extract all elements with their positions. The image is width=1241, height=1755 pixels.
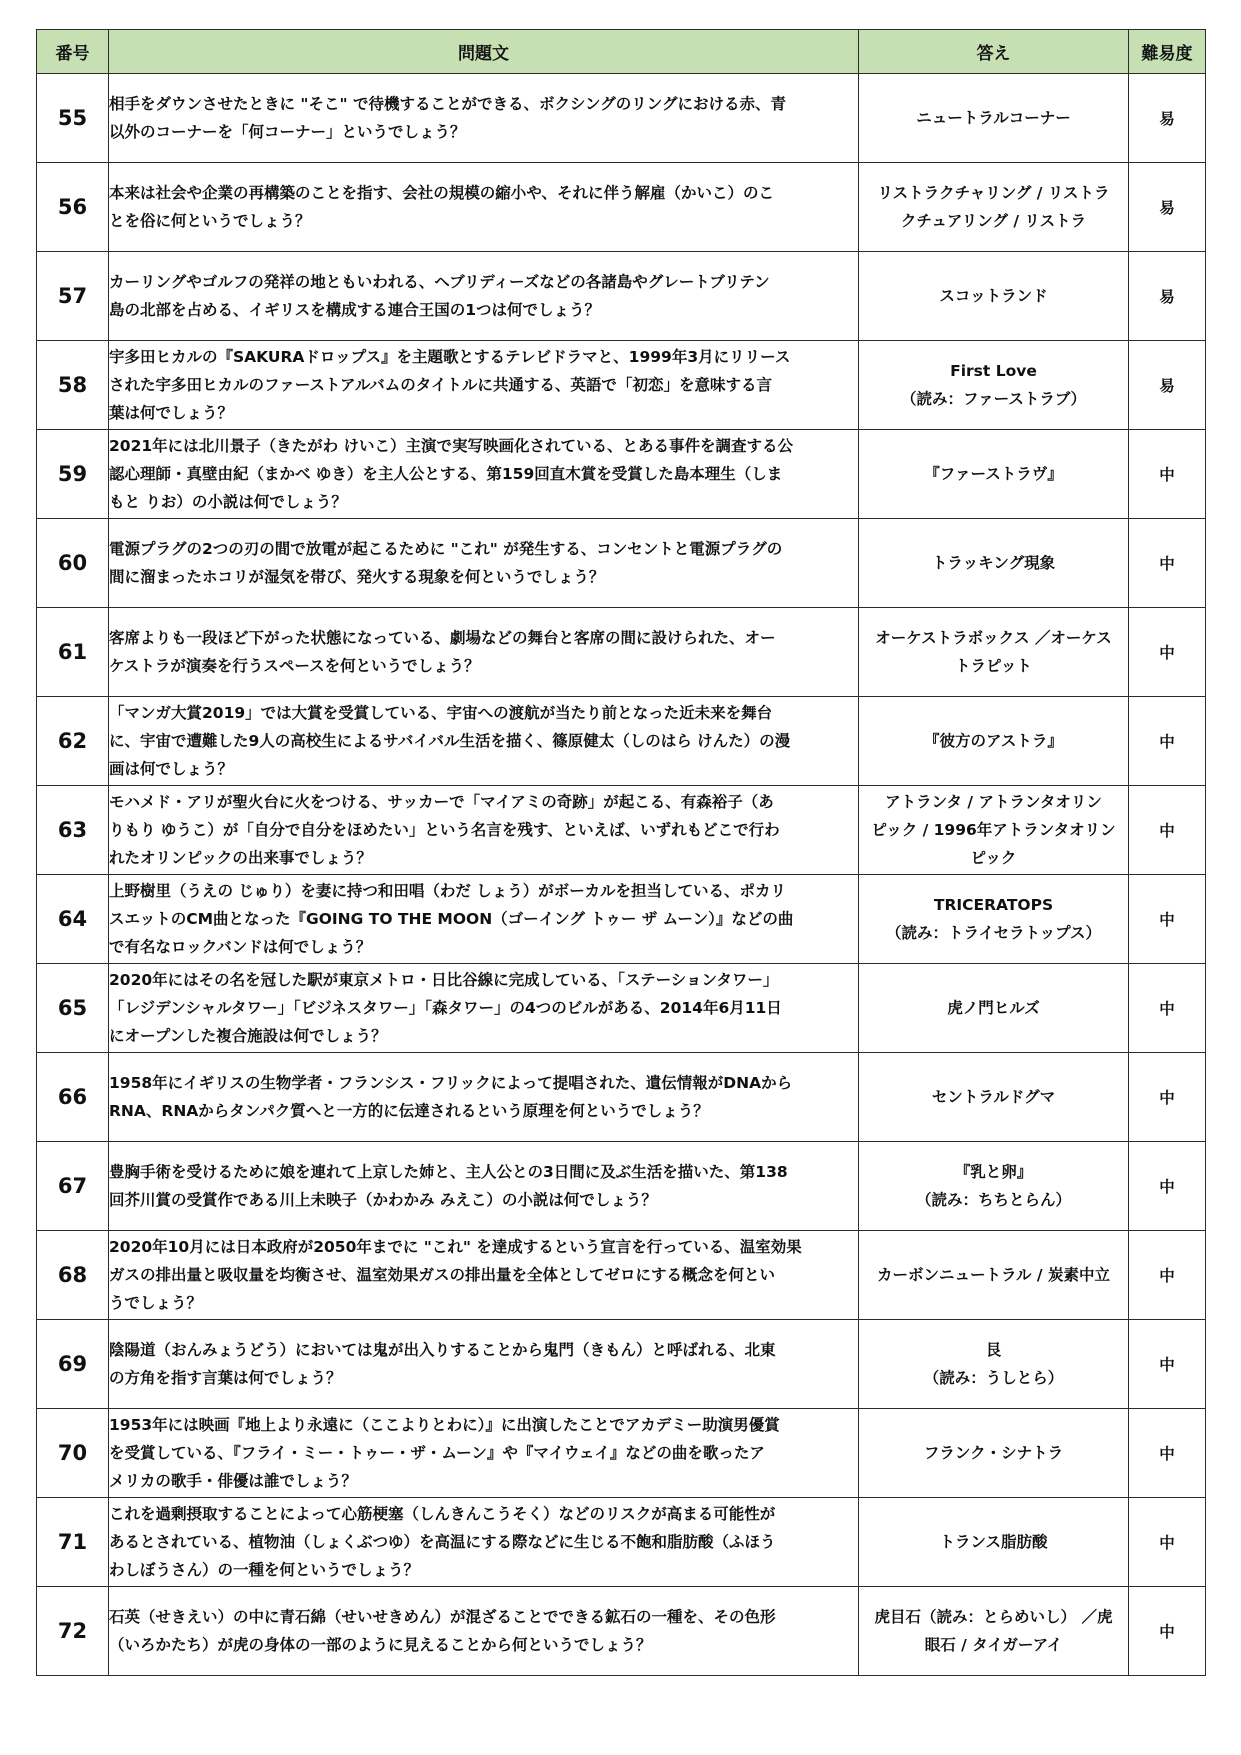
answer-line: ニュートラルコーナー — [916, 109, 1071, 127]
table-row — [37, 430, 1206, 519]
question-text — [109, 74, 859, 163]
quiz-sheet — [36, 29, 1205, 1676]
header-question: 問題文 — [109, 30, 859, 74]
answer-text — [859, 608, 1129, 697]
difficulty-badge: 中 — [1129, 1053, 1206, 1142]
question-number: 67 — [37, 1142, 109, 1231]
answer-text — [859, 697, 1129, 786]
quiz-body — [37, 74, 1206, 1676]
question-line: 画は何でしょう？ — [109, 760, 234, 778]
difficulty-badge: 中 — [1129, 964, 1206, 1053]
difficulty-badge: 中 — [1129, 1587, 1206, 1676]
difficulty-badge: 中 — [1129, 786, 1206, 875]
question-text — [109, 697, 859, 786]
question-line: 客席よりも一段ほど下がった状態になっている、劇場などの舞台と客席の間に設けられた、オー — [109, 629, 776, 647]
difficulty-badge: 中 — [1129, 1409, 1206, 1498]
answer-text — [859, 430, 1129, 519]
answer-text — [859, 1409, 1129, 1498]
difficulty-badge: 中 — [1129, 1498, 1206, 1587]
answer-line: 『ファーストラヴ』 — [924, 465, 1063, 483]
question-line: 宇多田ヒカルの『SAKURAドロップス』を主題歌とするテレビドラマと、1999年3月にリリース — [109, 348, 791, 366]
table-row — [37, 1231, 1206, 1320]
question-number: 64 — [37, 875, 109, 964]
question-line: カーリングやゴルフの発祥の地ともいわれる、ヘブリディーズなどの各諸島やグレートブリテン — [109, 273, 770, 291]
difficulty-badge: 易 — [1129, 163, 1206, 252]
question-text — [109, 1142, 859, 1231]
header-row — [37, 30, 1206, 74]
question-number: 71 — [37, 1498, 109, 1587]
question-line: もと りお）の小説は何でしょう？ — [109, 493, 347, 511]
question-line: 「マンガ大賞2019」では大賞を受賞している、宇宙への渡航が当たり前となった近未来を舞台 — [109, 704, 773, 722]
answer-line: （読み：うしとら） — [923, 1369, 1064, 1387]
difficulty-badge: 中 — [1129, 1320, 1206, 1409]
question-line: 豊胸手術を受けるために娘を連れて上京した姉と、主人公との3日間に及ぶ生活を描いた、第138 — [109, 1163, 788, 1181]
question-text — [109, 252, 859, 341]
question-line: ケストラが演奏を行うスペースを何というでしょう？ — [109, 657, 480, 675]
question-text — [109, 519, 859, 608]
question-text — [109, 875, 859, 964]
question-line: スエットのCM曲となった『GOING TO THE MOON（ゴーイング トゥー ザ ムーン）』などの曲 — [109, 910, 794, 928]
question-line: 2020年10月には日本政府が2050年までに "これ" を達成するという宣言を行っている、温室効果 — [109, 1238, 802, 1256]
table-row — [37, 1053, 1206, 1142]
answer-line: スコットランド — [939, 287, 1048, 305]
question-line: にオープンした複合施設は何でしょう？ — [109, 1027, 387, 1045]
answer-line: 虎目石（読み：とらめいし） ／虎 — [874, 1608, 1113, 1626]
question-text — [109, 1053, 859, 1142]
answer-text — [859, 252, 1129, 341]
answer-text — [859, 786, 1129, 875]
question-line: 「レジデンシャルタワー」「ビジネスタワー」「森タワー」の4つのビルがある、2014年6月11日 — [109, 999, 782, 1017]
table-row — [37, 519, 1206, 608]
question-line: 葉は何でしょう？ — [109, 404, 234, 422]
table-row — [37, 786, 1206, 875]
question-number: 65 — [37, 964, 109, 1053]
difficulty-badge: 易 — [1129, 341, 1206, 430]
question-line: RNA、RNAからタンパク質へと一方的に伝達されるという原理を何というでしょう？ — [109, 1102, 709, 1120]
answer-line: トラピット — [955, 657, 1032, 675]
table-row — [37, 1320, 1206, 1409]
difficulty-badge: 中 — [1129, 1231, 1206, 1320]
question-text — [109, 608, 859, 697]
question-number: 56 — [37, 163, 109, 252]
question-line: 2021年には北川景子（きたがわ けいこ）主演で実写映画化されている、とある事件を調査する公 — [109, 437, 794, 455]
answer-line: 『乳と卵』 — [954, 1163, 1033, 1181]
question-line: （いろかたち）が虎の身体の一部のように見えることから何というでしょう？ — [109, 1636, 652, 1654]
table-row — [37, 1498, 1206, 1587]
question-line: の方角を指す言葉は何でしょう？ — [109, 1369, 342, 1387]
question-line: わしぼうさん）の一種を何というでしょう？ — [109, 1561, 420, 1579]
question-line: 以外のコーナーを「何コーナー」というでしょう？ — [109, 123, 466, 141]
question-line: これを過剰摂取することによって心筋梗塞（しんきんこうそく）などのリスクが高まる可能性が — [109, 1505, 776, 1523]
question-line: された宇多田ヒカルのファーストアルバムのタイトルに共通する、英語で「初恋」を意味する言 — [109, 376, 772, 394]
difficulty-badge: 中 — [1129, 697, 1206, 786]
question-text — [109, 1587, 859, 1676]
question-line: 相手をダウンさせたときに "そこ" で待機することができる、ボクシングのリングにおける赤、青 — [109, 95, 786, 113]
question-line: ガスの排出量と吸収量を均衡させ、温室効果ガスの排出量を全体としてゼロにする概念を何とい — [109, 1266, 776, 1284]
difficulty-badge: 中 — [1129, 1142, 1206, 1231]
answer-line: アトランタ / アトランタオリン — [885, 793, 1102, 811]
answer-text — [859, 875, 1129, 964]
answer-text — [859, 1231, 1129, 1320]
question-number: 59 — [37, 430, 109, 519]
question-line: 電源プラグの2つの刃の間で放電が起こるために "これ" が発生する、コンセントと電源プラグの — [109, 540, 783, 558]
answer-text — [859, 1053, 1129, 1142]
question-text — [109, 1231, 859, 1320]
question-line: 本来は社会や企業の再構築のことを指す、会社の規模の縮小や、それに伴う解雇（かいこ）のこ — [109, 184, 774, 202]
answer-text — [859, 1587, 1129, 1676]
answer-text — [859, 74, 1129, 163]
answer-line: オーケストラボックス ／オーケス — [875, 629, 1112, 647]
question-number: 58 — [37, 341, 109, 430]
question-number: 66 — [37, 1053, 109, 1142]
question-line: メリカの歌手・俳優は誰でしょう？ — [109, 1472, 357, 1490]
difficulty-badge: 易 — [1129, 252, 1206, 341]
answer-text — [859, 1320, 1129, 1409]
question-line: れたオリンピックの出来事でしょう？ — [109, 849, 372, 867]
answer-line: リストラクチャリング / リストラ — [877, 184, 1110, 202]
question-line: を受賞している、『フライ・ミー・トゥー・ザ・ムーン』や『マイウェイ』などの曲を歌ったア — [109, 1444, 765, 1462]
question-number: 70 — [37, 1409, 109, 1498]
table-row — [37, 1142, 1206, 1231]
answer-text — [859, 341, 1129, 430]
difficulty-badge: 中 — [1129, 430, 1206, 519]
answer-text — [859, 1142, 1129, 1231]
table-row — [37, 1587, 1206, 1676]
question-line: うでしょう？ — [109, 1294, 203, 1312]
answer-line: カーボンニュートラル / 炭素中立 — [877, 1266, 1110, 1284]
question-line: 1953年には映画『地上より永遠に（ここよりとわに）』に出演したことでアカデミー助演男優賞 — [109, 1416, 780, 1434]
question-number: 68 — [37, 1231, 109, 1320]
question-number: 57 — [37, 252, 109, 341]
answer-line: 艮 — [985, 1341, 1002, 1359]
answer-text — [859, 1498, 1129, 1587]
question-text — [109, 1320, 859, 1409]
answer-text — [859, 964, 1129, 1053]
question-line: 回芥川賞の受賞作である川上未映子（かわかみ みえこ）の小説は何でしょう？ — [109, 1191, 657, 1209]
question-number: 69 — [37, 1320, 109, 1409]
difficulty-badge: 易 — [1129, 74, 1206, 163]
difficulty-badge: 中 — [1129, 608, 1206, 697]
question-number: 63 — [37, 786, 109, 875]
question-text — [109, 964, 859, 1053]
question-text — [109, 786, 859, 875]
answer-line: ピック / 1996年アトランタオリン — [871, 821, 1116, 839]
question-number: 72 — [37, 1587, 109, 1676]
question-line: 上野樹里（うえの じゅり）を妻に持つ和田唱（わだ しょう）がボーカルを担当している、ポカリ — [109, 882, 786, 900]
header-number: 番号 — [37, 30, 109, 74]
question-line: 石英（せきえい）の中に青石綿（せいせきめん）が混ざることでできる鉱石の一種を、その色形 — [109, 1608, 776, 1626]
answer-line: 虎ノ門ヒルズ — [947, 999, 1040, 1017]
table-row — [37, 341, 1206, 430]
question-text — [109, 430, 859, 519]
table-row — [37, 163, 1206, 252]
question-line: 2020年にはその名を冠した駅が東京メトロ・日比谷線に完成している、「ステーションタワー」 — [109, 971, 779, 989]
question-line: あるとされている、植物油（しょくぶつゆ）を高温にする際などに生じる不飽和脂肪酸（ふほう — [109, 1533, 776, 1551]
question-number: 61 — [37, 608, 109, 697]
answer-line: 『彼方のアストラ』 — [924, 732, 1063, 750]
answer-line: セントラルドグマ — [931, 1088, 1056, 1106]
answer-line: フランク・シナトラ — [923, 1444, 1064, 1462]
question-number: 60 — [37, 519, 109, 608]
answer-line: クチュアリング / リストラ — [900, 212, 1087, 230]
answer-line: （読み：ファーストラブ） — [900, 390, 1087, 408]
table-row — [37, 697, 1206, 786]
question-text — [109, 163, 859, 252]
question-line: 陰陽道（おんみょうどう）においては鬼が出入りすることから鬼門（きもん）と呼ばれる、北東 — [109, 1341, 776, 1359]
answer-line: （読み：トライセラトップス） — [886, 924, 1101, 942]
question-text — [109, 1409, 859, 1498]
question-line: 認心理師・真壁由紀（まかべ ゆき）を主人公とする、第159回直木賞を受賞した島本理生（しま — [109, 465, 783, 483]
question-line: 島の北部を占める、イギリスを構成する連合王国の1つは何でしょう？ — [109, 301, 600, 319]
question-line: とを俗に何というでしょう？ — [109, 212, 311, 230]
question-number: 55 — [37, 74, 109, 163]
answer-line: TRICERATOPS — [933, 896, 1054, 914]
question-line: に、宇宙で遭難した9人の高校生によるサバイバル生活を描く、篠原健太（しのはら けんた）の漫 — [109, 732, 791, 750]
question-text — [109, 1498, 859, 1587]
question-line: りもり ゆうこ）が「自分で自分をほめたい」という名言を残す、といえば、いずれもどこで行わ — [109, 821, 780, 839]
answer-text — [859, 519, 1129, 608]
answer-line: （読み：ちちとらん） — [915, 1191, 1071, 1209]
question-line: 間に溜まったホコリが湿気を帯び、発火する現象を何というでしょう？ — [109, 568, 605, 586]
answer-line: 眼石 / タイガーアイ — [924, 1636, 1063, 1654]
table-row — [37, 608, 1206, 697]
answer-line: ピック — [970, 849, 1017, 867]
answer-line: First Love — [950, 362, 1037, 380]
quiz-table — [36, 29, 1206, 1676]
table-row — [37, 74, 1206, 163]
question-line: 1958年にイギリスの生物学者・フランシス・フリックによって提唱された、遺伝情報がDNAから — [109, 1074, 793, 1092]
question-line: で有名なロックバンドは何でしょう？ — [109, 938, 372, 956]
header-difficulty: 難易度 — [1129, 30, 1206, 74]
table-row — [37, 875, 1206, 964]
question-line: モハメド・アリが聖火台に火をつける、サッカーで「マイアミの奇跡」が起こる、有森裕子（あ — [109, 793, 774, 811]
table-row — [37, 252, 1206, 341]
difficulty-badge: 中 — [1129, 875, 1206, 964]
difficulty-badge: 中 — [1129, 519, 1206, 608]
answer-text — [859, 163, 1129, 252]
answer-line: トランス脂肪酸 — [939, 1533, 1048, 1551]
header-answer: 答え — [859, 30, 1129, 74]
question-text — [109, 341, 859, 430]
table-row — [37, 964, 1206, 1053]
question-number: 62 — [37, 697, 109, 786]
answer-line: トラッキング現象 — [931, 554, 1056, 572]
table-row — [37, 1409, 1206, 1498]
